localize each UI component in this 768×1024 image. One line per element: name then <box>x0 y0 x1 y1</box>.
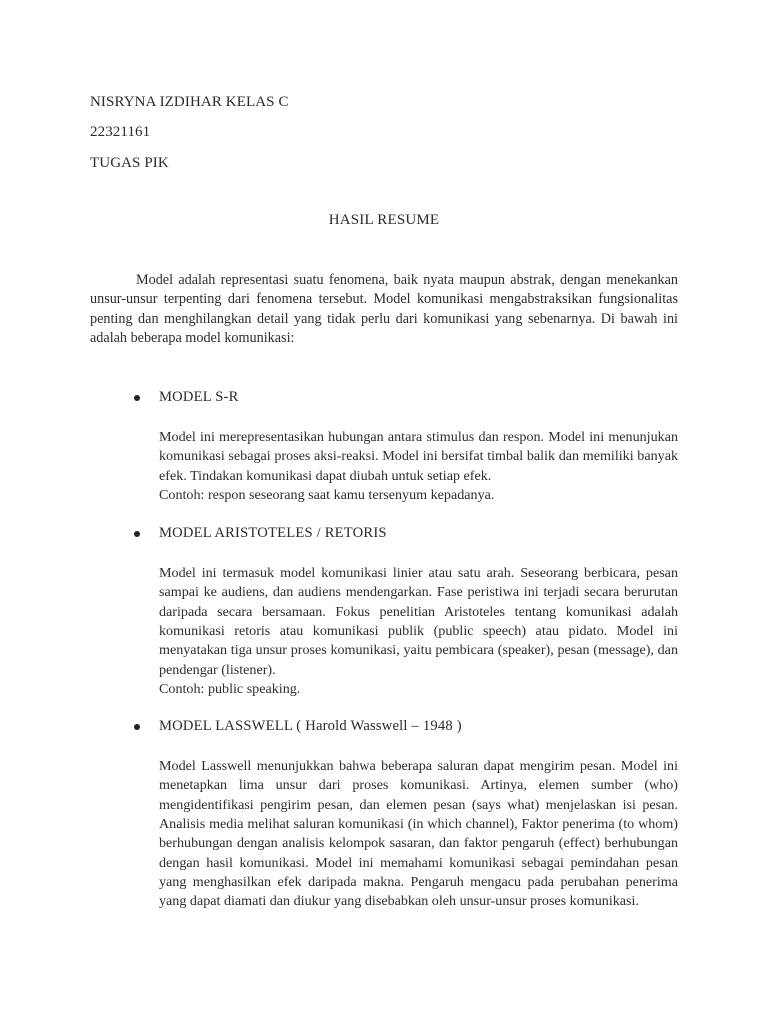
section-body <box>159 757 678 912</box>
section-example: Contoh: public speaking. <box>159 681 301 698</box>
bullet-icon <box>134 395 140 401</box>
intro-paragraph: Model adalah representasi suatu fenomena, baik nyata maupun abstrak, dengan menekankan unsur-unsur terpenting dari fenomena tersebut. Model komunikasi mengabstraksikan fungsionalitas penting dan menghilangkan detail yang tidak perlu dari komunikasi yang sebenarnya. Di bawah ini adalah beberapa model komunikasi: <box>90 272 678 346</box>
bullet-icon <box>134 531 140 537</box>
section-body-text: Model ini termasuk model komunikasi linier atau satu arah. Seseorang berbicara, pesan sampai ke audiens, dan audiens mendengarkan. Fase peristiwa ini terjadi secara berurutan daripada secara bersamaan. Fokus penelitian Aristoteles tentang komunikasi adalah komunikasi retoris atau komunikasi publik (public speech) atau pidato. Model ini menyatakan tiga unsur proses komunikasi, yaitu pembicara (speaker), pesan (message), dan pendengar (listener). <box>159 565 678 678</box>
student-name: NISRYNA IZDIHAR KELAS C <box>90 94 289 110</box>
section-heading: MODEL S-R <box>159 389 239 405</box>
section-body <box>159 428 678 505</box>
bullet-icon <box>134 724 140 730</box>
section-body-text: Model Lasswell menunjukkan bahwa beberapa saluran dapat mengirim pesan. Model ini menetapkan lima unsur dari proses komunikasi. Artinya, elemen sumber (who) mengidentifikasi pengirim pesan, dan elemen pesan (says what) menjelaskan isi pesan. Analisis media melihat saluran komunikasi (in which channel), Faktor penerima (to whom) berhubungan dengan analisis kelompok sasaran, dan faktor pengaruh (effect) berhubungan dengan hasil komunikasi. Model ini memahami komunikasi sebagai pemindahan pesan yang menghasilkan efek daripada makna. Pengaruh mengacu pada perubahan penerima yang dapat diamati dan diukur yang disebabkan oleh unsur-unsur proses komunikasi. <box>159 758 678 910</box>
section-heading: MODEL LASSWELL ( Harold Wasswell – 1948 ) <box>159 718 462 734</box>
section-body <box>159 564 678 699</box>
student-id: 22321161 <box>90 124 151 140</box>
assignment-label: TUGAS PIK <box>90 155 169 171</box>
section-body-text: Model ini merepresentasikan hubungan antara stimulus dan respon. Model ini menunjukan komunikasi sebagai proses aksi-reaksi. Model ini bersifat timbal balik dan memiliki banyak efek. Tindakan komunikasi dapat diubah untuk setiap efek. <box>159 429 678 484</box>
section-example: Contoh: respon seseorang saat kamu tersenyum kepadanya. <box>159 487 495 504</box>
section-heading: MODEL ARISTOTELES / RETORIS <box>159 525 387 541</box>
document-title: HASIL RESUME <box>328 212 440 228</box>
